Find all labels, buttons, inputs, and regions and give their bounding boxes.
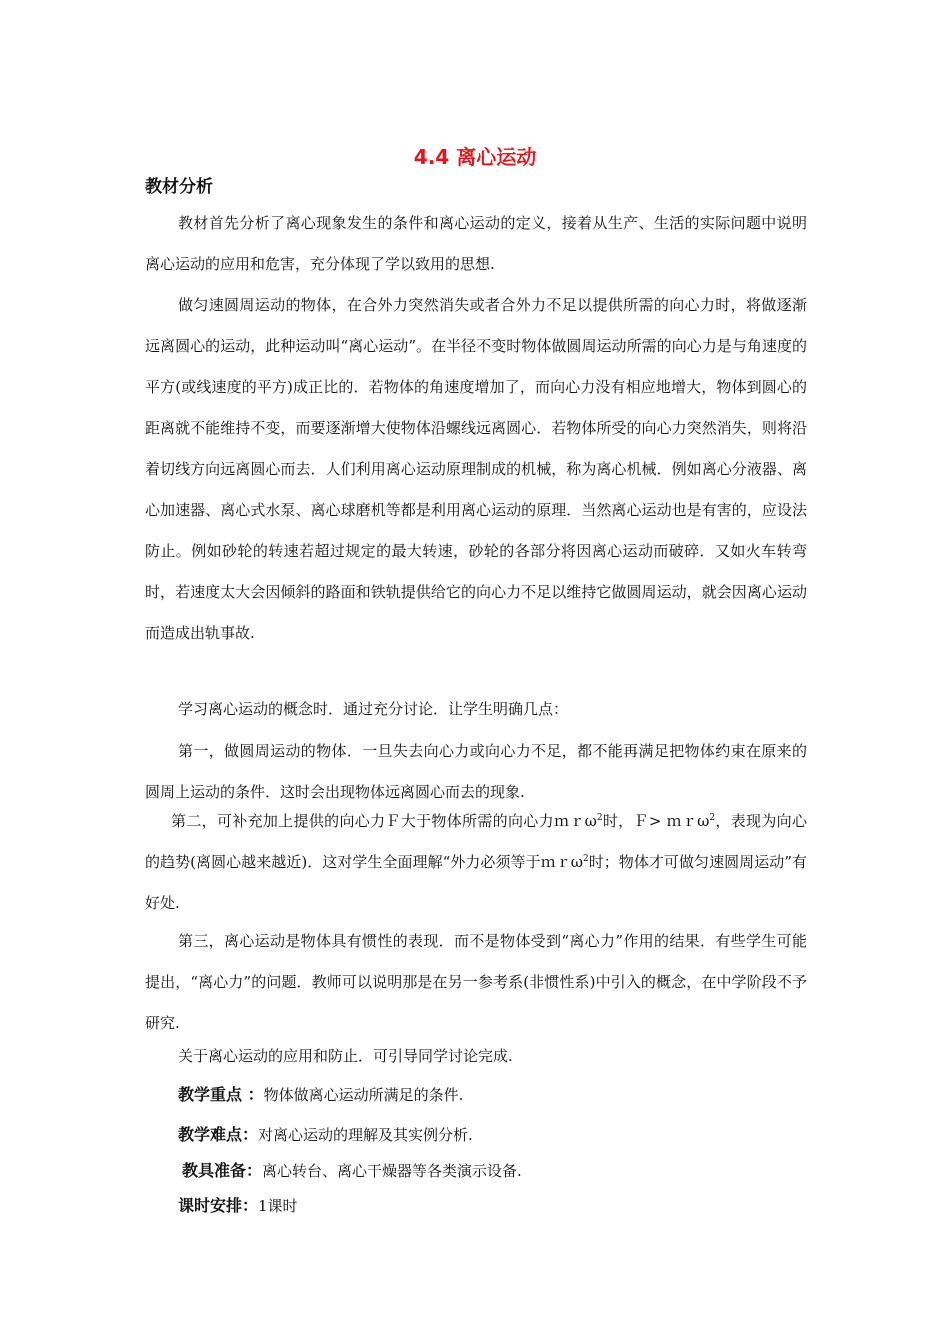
paragraph-application: 关于离心运动的应用和防止．可引导同学讨论完成.: [178, 1047, 513, 1065]
paragraph-intro: 教材首先分析了离心现象发生的条件和离心运动的定义，接着从生产、生活的实际问题中说明离心运动的应用和危害，充分体现了学以致用的思想.: [145, 214, 807, 273]
point-two-part-b: 时，Ｆ> ｍｒω: [602, 812, 710, 830]
superscript: 2: [582, 854, 589, 864]
key-point-text: 物体做离心运动所满足的条件.: [263, 1086, 464, 1104]
paragraph-point-three: 第三，离心运动是物体具有惯性的表现．而不是物体受到“离心力”作用的结果．有些学生可能提出，“离心力”的问题．教师可以说明那是在另一参考系(非惯性系)中引入的概念，在中学阶段不予研究.: [145, 932, 807, 1032]
schedule-text: 1课时: [258, 1197, 298, 1215]
schedule-label: 课时安排：: [178, 1196, 259, 1215]
paragraph-point-two: [145, 801, 807, 924]
paragraph-centrifugal-definition: 做匀速圆周运动的物体，在合外力突然消失或者合外力不足以提供所需的向心力时，将做逐渐远离圆心的运动，此种运动叫“离心运动”。在半径不变时物体做圆周运动所需的向心力是与角速度的平方(或线速度的平方)成正比的．若物体的角速度增加了，而向心力没有相应地增大，物体到圆心的距离就不能维持不变，而要逐渐增大使物体沿螺线远离圆心．若物体所受的向心力突然消失，则将沿着切线方向远离圆心而去．人们利用离心运动原理制成的机械，称为离心机械．例如离心分液器、离心加速器、离心式水泵、离心球磨机等都是利用离心运动的原理．当然离心运动也是有害的，应设法防止。例如砂轮的转速若超过规定的最大转速，砂轮的各部分将因离心运动而破碎．又如火车转弯时，若速度太大会因倾斜的路面和铁轨提供给它的向心力不足以维持它做圆周运动，就会因离心运动而造成出轨事故.: [145, 296, 807, 642]
difficulty-text: 对离心运动的理解及其实例分析.: [258, 1126, 473, 1144]
equipment-label: 教具准备：: [182, 1161, 263, 1180]
equipment-line: [182, 1158, 522, 1184]
point-two-part-c: ，表现为向心的趋势(离圆心越来越近)．这对学生全面理解“外力必须等于ｍｒω: [145, 812, 807, 871]
difficulty-line: [178, 1122, 473, 1148]
superscript: 2: [596, 813, 603, 823]
point-two-part-a: 第二，可补充加上提供的向心力Ｆ大于物体所需的向心力ｍｒω: [171, 812, 597, 830]
key-point-label: 教学重点 ：: [178, 1085, 264, 1104]
section-heading: 教材分析: [145, 177, 213, 197]
point-two-part-d: 时；物体才可做匀速圆周运动”有好处.: [145, 853, 808, 912]
difficulty-label: 教学难点：: [178, 1125, 259, 1144]
schedule-line: [178, 1193, 298, 1219]
paragraph-learning-points: 学习离心运动的概念时．通过充分讨论．让学生明确几点：: [178, 700, 569, 718]
paragraph-point-one: 第一，做圆周运动的物体．一旦失去向心力或向心力不足，都不能再满足把物体约束在原来的圆周上运动的条件．这时会出现物体远离圆心而去的现象.: [145, 742, 807, 801]
key-point-line: [178, 1082, 463, 1108]
superscript: 2: [709, 813, 716, 823]
equipment-text: 离心转台、离心干燥器等各类演示设备.: [262, 1162, 522, 1180]
document-title: 4.4 离心运动: [413, 145, 537, 169]
